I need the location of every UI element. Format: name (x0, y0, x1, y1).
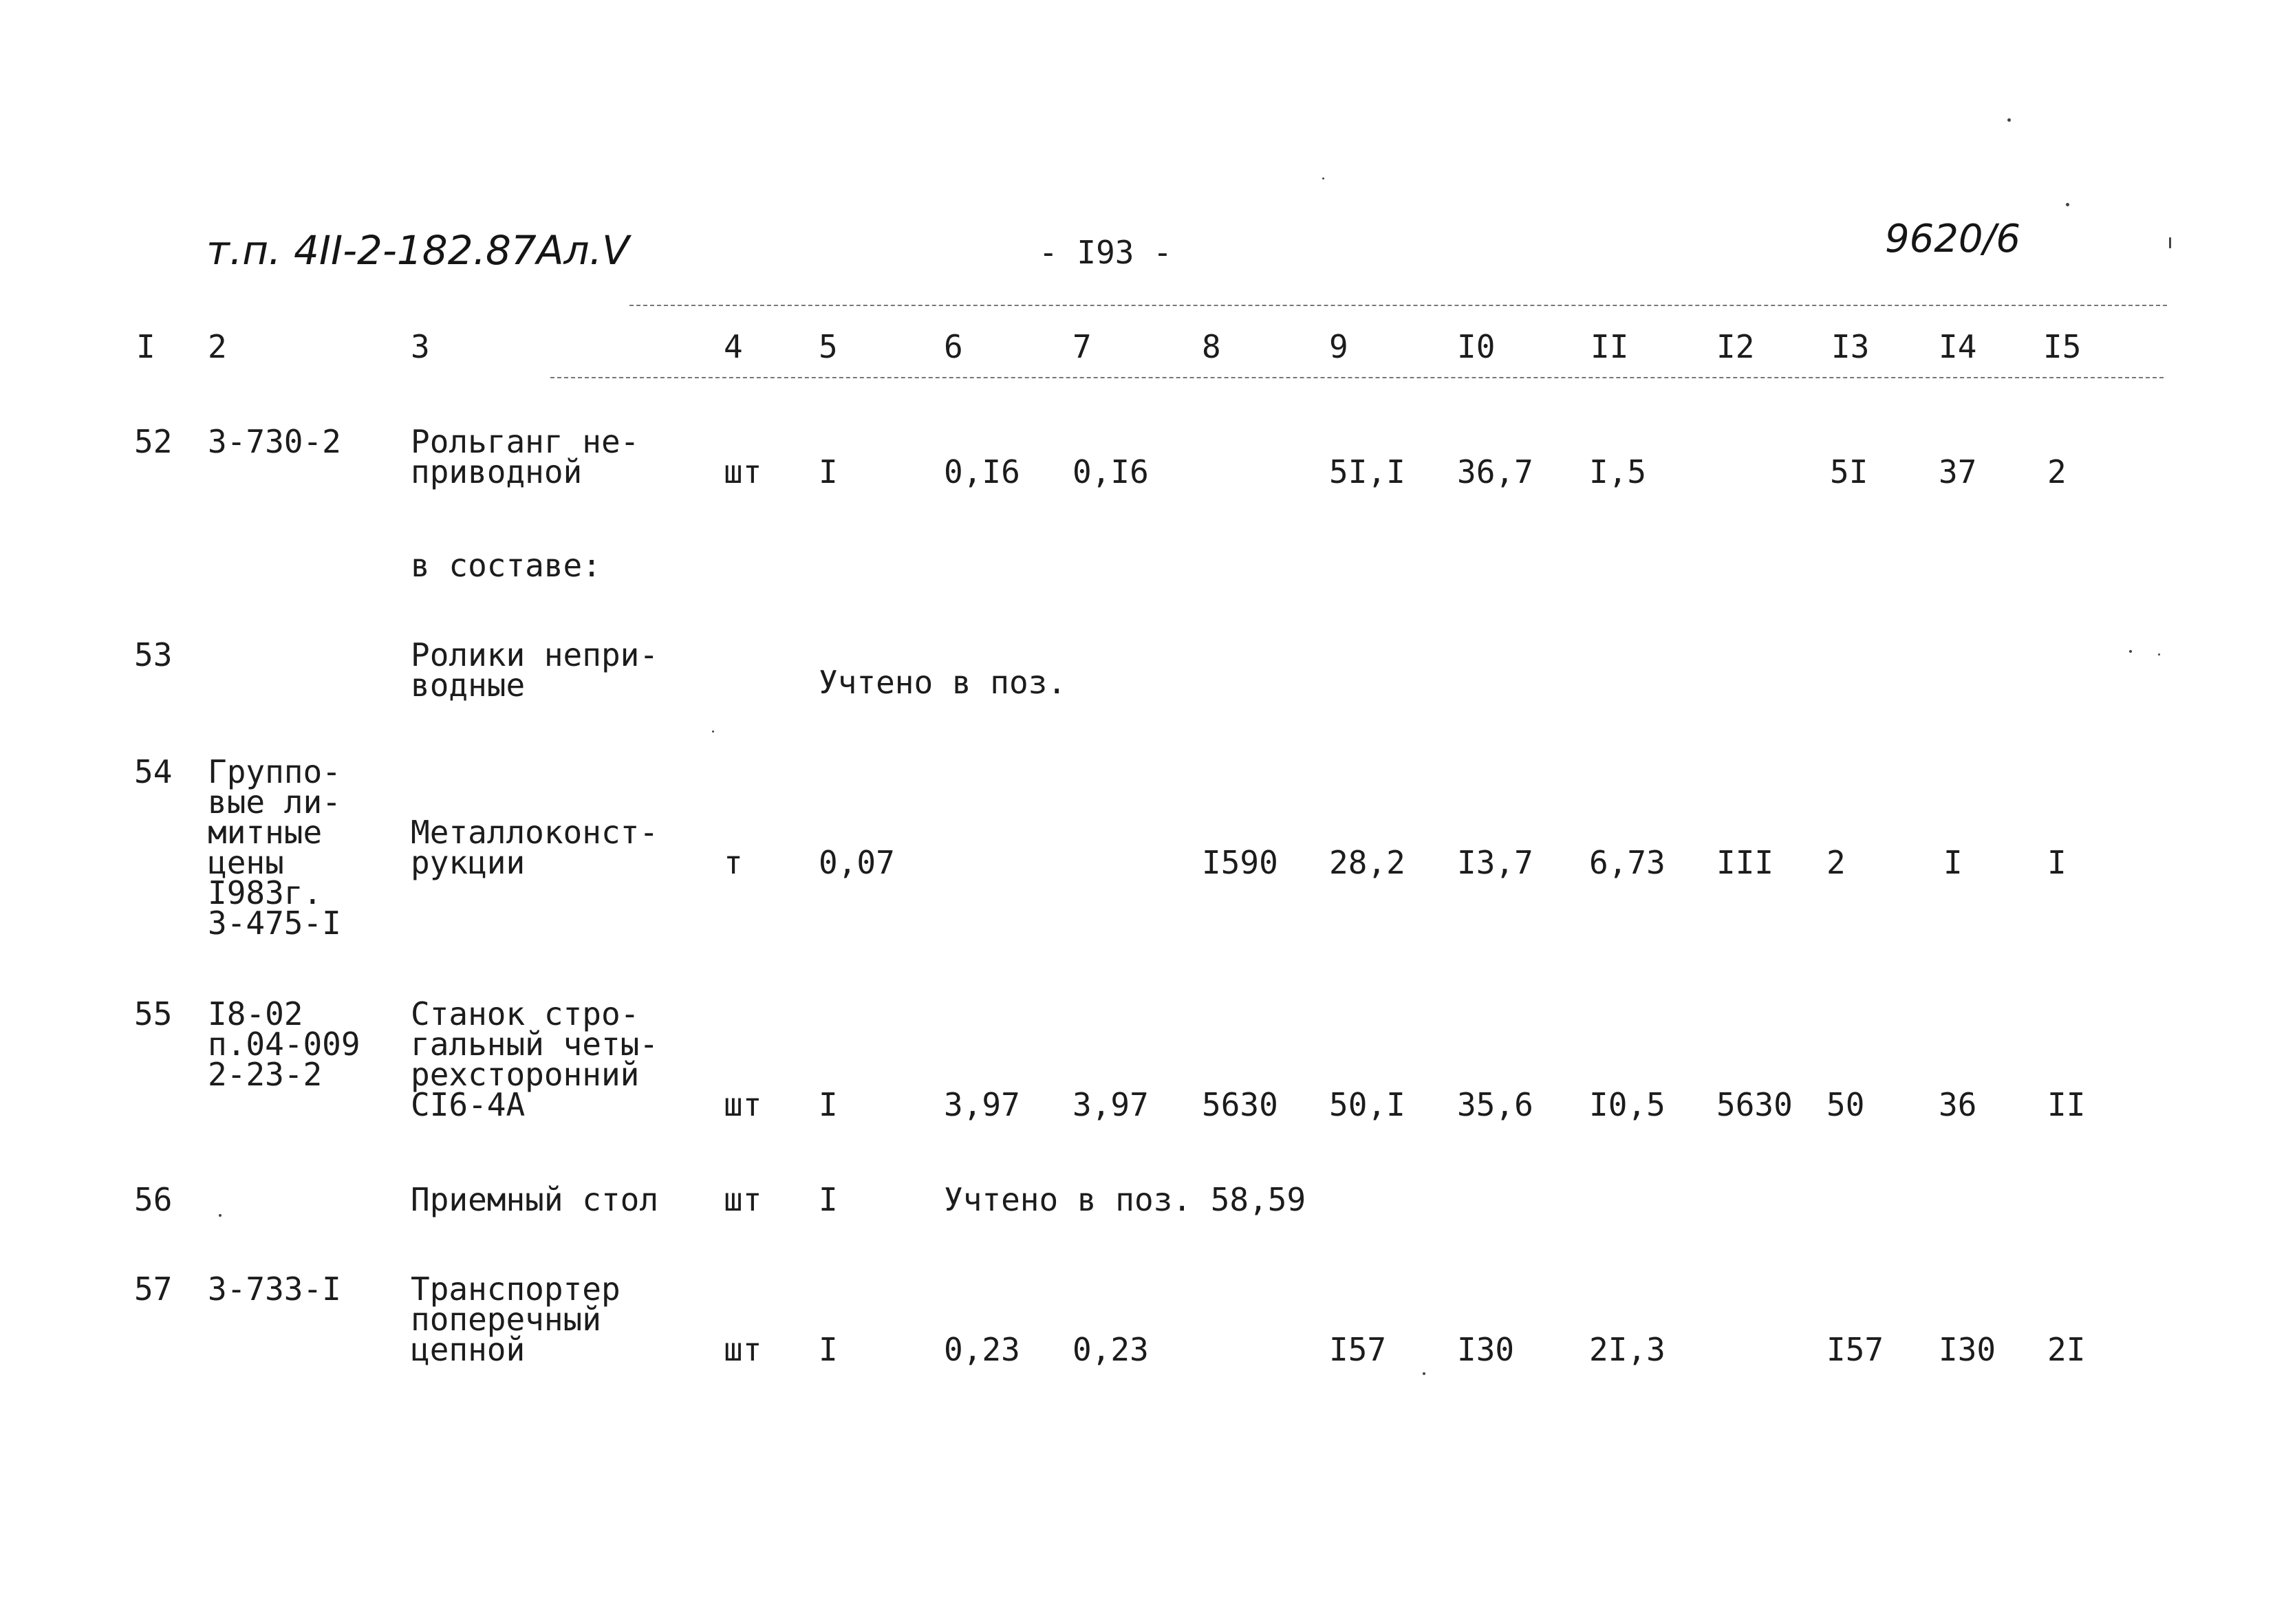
page-number: - I93 - (1039, 234, 1172, 271)
position-number: 53 (134, 636, 173, 673)
stamp-number: 9620/6 (1885, 217, 2021, 261)
unit: т (724, 844, 743, 881)
position-number: 55 (134, 995, 173, 1032)
column-header: 4 (724, 328, 743, 365)
position-number: 52 (134, 423, 173, 460)
item-name: Рольганг не- приводной (411, 423, 640, 490)
item-name: Ролики непри- водные (411, 636, 659, 704)
cell-col-8: I590 (1202, 844, 1278, 881)
column-header: I2 (1716, 328, 1755, 365)
cell-col-15: I (2047, 844, 2067, 881)
cell-col-6: 3,97 (944, 1086, 1020, 1123)
column-header: I0 (1457, 328, 1496, 365)
cell-col-15: 2 (2047, 453, 2067, 490)
cell-col-10: I30 (1457, 1331, 1515, 1368)
price-code: Группо- вые ли- митные цены I983г. 3-475-I (208, 753, 341, 942)
document-reference: т.п. 4II-2-182.87Ал.V (206, 227, 629, 274)
cell-col-13: 5I (1830, 453, 1868, 490)
column-header: 8 (1202, 328, 1221, 365)
item-name: Приемный стол (411, 1181, 659, 1218)
column-header: I (136, 328, 155, 365)
item-name: Станок стро- гальный четы- рехсторонний СI6-4А (411, 995, 659, 1123)
column-header: 7 (1072, 328, 1092, 365)
price-code: 3-730-2 (208, 423, 341, 460)
cell-col-14: I (1943, 844, 1963, 881)
column-header: II (1591, 328, 1629, 365)
quantity: I (819, 1331, 838, 1368)
cell-col-13: 2 (1826, 844, 1846, 881)
scan-speck (2007, 118, 2011, 122)
accounted-note: Учтено в поз. 58,59 (944, 1181, 1306, 1218)
cell-col-10: I3,7 (1457, 844, 1533, 881)
cell-col-9: 5I,I (1329, 453, 1405, 490)
cell-col-15: 2I (2047, 1331, 2086, 1368)
cell-col-9: 28,2 (1329, 844, 1405, 881)
column-header: 5 (819, 328, 838, 365)
cell-col-10: 35,6 (1457, 1086, 1533, 1123)
accounted-note: Учтено в поз. (819, 664, 1067, 701)
column-header: I3 (1831, 328, 1870, 365)
scan-speck (2129, 650, 2132, 653)
cell-col-14: I30 (1939, 1331, 1996, 1368)
unit: шт (724, 1086, 762, 1123)
cell-col-11: 6,73 (1589, 844, 1665, 881)
quantity: 0,07 (819, 844, 895, 881)
cell-col-7: 0,I6 (1072, 453, 1149, 490)
cell-col-9: 50,I (1329, 1086, 1405, 1123)
scan-speck (2066, 203, 2069, 206)
column-header: 6 (944, 328, 963, 365)
cell-col-14: 36 (1939, 1086, 1977, 1123)
cell-col-6: 0,I6 (944, 453, 1020, 490)
column-header: 2 (208, 328, 227, 365)
item-name: Транспортер поперечный цепной (411, 1270, 621, 1368)
cell-col-6: 0,23 (944, 1331, 1020, 1368)
cell-col-10: 36,7 (1457, 453, 1533, 490)
scan-speck (1423, 1372, 1425, 1375)
price-code: 3-733-I (208, 1270, 341, 1308)
position-number: 54 (134, 753, 173, 790)
cell-col-14: 37 (1939, 453, 1977, 490)
header-top-rule (629, 305, 2167, 306)
cell-col-15: II (2047, 1086, 2086, 1123)
header-bottom-rule (550, 377, 2164, 378)
scan-speck (712, 730, 714, 733)
unit: шт (724, 1181, 762, 1218)
position-number: 57 (134, 1270, 173, 1308)
scan-speck (2158, 653, 2160, 656)
cell-col-12: III (1716, 844, 1774, 881)
cell-col-8: 5630 (1202, 1086, 1278, 1123)
cell-col-7: 3,97 (1072, 1086, 1149, 1123)
cell-col-11: 2I,3 (1589, 1331, 1665, 1368)
cell-col-7: 0,23 (1072, 1331, 1149, 1368)
cell-col-13: 50 (1826, 1086, 1865, 1123)
quantity: I (819, 1181, 838, 1218)
cell-col-11: I0,5 (1589, 1086, 1665, 1123)
column-header: 9 (1329, 328, 1348, 365)
price-code: I8-02 п.04-009 2-23-2 (208, 995, 360, 1093)
column-header: 3 (411, 328, 430, 365)
position-number: 56 (134, 1181, 173, 1218)
column-header: I5 (2043, 328, 2082, 365)
unit: шт (724, 1331, 762, 1368)
scan-speck (219, 1214, 222, 1217)
section-label: в составе: (411, 547, 601, 584)
scan-speck (1322, 177, 1324, 180)
scan-speck (2169, 237, 2171, 248)
quantity: I (819, 1086, 838, 1123)
cell-col-13: I57 (1826, 1331, 1884, 1368)
column-header: I4 (1939, 328, 1977, 365)
unit: шт (724, 453, 762, 490)
cell-col-12: 5630 (1716, 1086, 1793, 1123)
item-name: Металлоконст- рукции (411, 814, 659, 881)
cell-col-9: I57 (1329, 1331, 1387, 1368)
quantity: I (819, 453, 838, 490)
cell-col-11: I,5 (1589, 453, 1647, 490)
